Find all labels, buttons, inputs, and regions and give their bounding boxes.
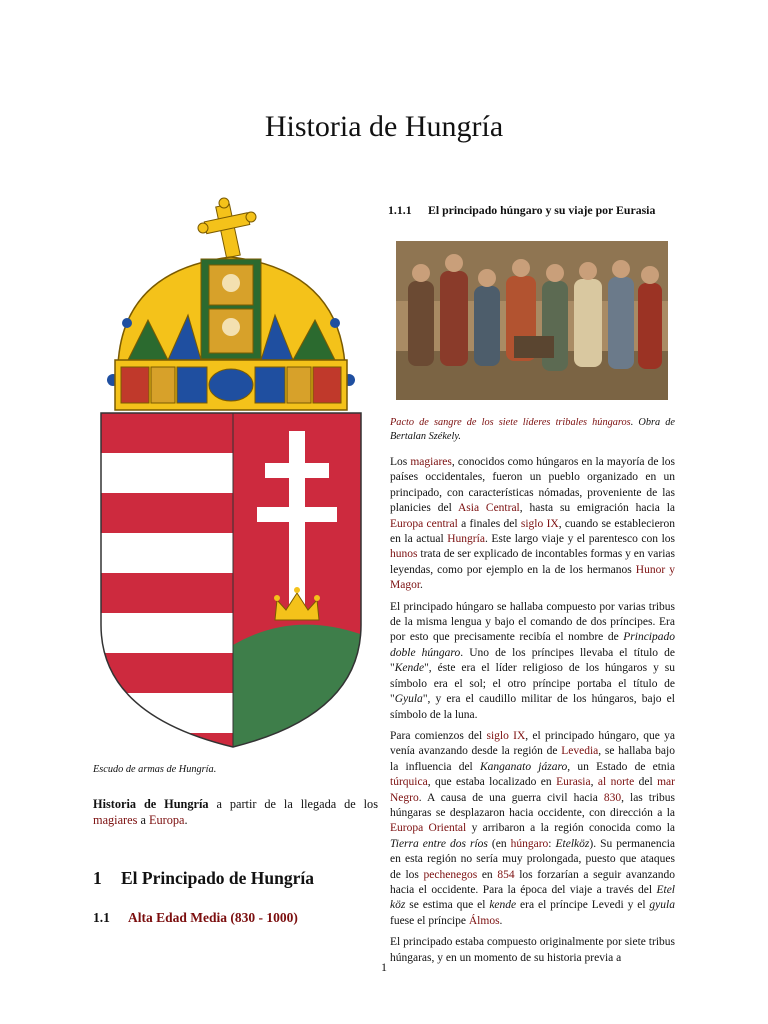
italic-text: Gyula [394,693,423,706]
text: , conocidos como húngaros en la mayoría de los países occidentales, fueron un pueblo organizado en un principado, con características nómadas, proveniente de las planicies del [390,456,675,515]
text: (en [487,837,511,850]
text: . A causa de una guerra civil hacia [418,791,604,804]
text: ). Su permanencia en esta región no sería muy prolongada, puesto que ataques de los [390,837,675,881]
italic-text: Kende [394,662,425,675]
coat-of-arms-image [93,195,368,750]
link-hunos[interactable]: hunos [390,548,418,561]
lead-text: a [137,813,149,827]
text: , se hallaba bajo la influencia del [390,745,675,773]
link-hungria[interactable]: Hungría [447,533,485,546]
link-mar-negro[interactable]: mar Negro [390,776,675,804]
lead-bold: Historia de Hungría [93,797,209,811]
link-hungaro[interactable]: húngaro [510,837,549,850]
painting-svg [396,241,668,400]
section-heading-1-1 [93,910,298,926]
text: El principado húngaro se hallaba compuesto por varias tribus de la misma lengua y bajo el comando de dos príncipes. Era por esto que precisamente recibía el nombre de [390,600,675,644]
paragraph-1 [390,455,675,594]
text: , cuando se establecieron en la actual [390,517,675,546]
link-eurasia[interactable]: Eurasia [556,776,591,789]
text: , que estaba localizado en [427,776,557,789]
text: del [634,776,658,789]
link-magiares[interactable]: magiares [410,456,452,468]
link-europa-oriental[interactable]: Europa Oriental [390,822,467,835]
text: , un Estado de etnia [567,760,675,773]
shield [101,413,363,750]
italic-text: gyula [649,899,675,912]
caption-text: . Obra de Bertalan Székely. [390,417,675,442]
italic-text: Etelköz [555,837,590,850]
lead-text: a partir de la llegada de los [208,797,378,811]
paragraph-3 [390,729,675,929]
text: , hasta su emigración hacia la [519,502,675,515]
link-turquica[interactable]: túrquica [390,776,428,789]
section-title: El principado húngaro y su viaje por Eurasia [428,203,656,217]
text: : [548,837,556,850]
text: . Uno de los príncipes llevaba el título de " [390,646,675,675]
section-number: 1.1 [93,910,110,925]
text: ", y era el caudillo militar de los húngaros, bajo el símbolo de la luna. [390,693,675,721]
text: . Este largo viaje y el parentesco con los [484,533,675,546]
link-europa[interactable]: Europa [149,813,185,827]
italic-text: Kanganato jázaro [479,760,568,773]
text: en [477,868,498,881]
crown-cross [198,198,256,258]
text: ", éste era el líder religioso de los húngaros y su símbolo era el sol; el otro príncipe portaba el título de " [390,662,675,706]
text: El principado estaba compuesto originalmente por siete tribus húngaras, y en un momento de su historia previa a [390,936,675,964]
italic-text: Etel köz [390,883,675,912]
blood-pact-painting [396,241,668,400]
text: los forzarían a seguir avanzando hacia el occidente. Para la época del viaje a través del [390,868,676,896]
text: se estima que el [405,899,490,912]
page-title: Historia de Hungría [264,110,504,143]
text: trata de ser explicado de incontables formas y en varias leyendas, como por ejemplo en la de los hermanos [390,548,675,576]
page-number: 1 [381,960,387,974]
text: , [590,776,598,789]
link-854[interactable]: 854 [497,868,515,881]
link-830[interactable]: 830 [603,791,622,804]
article-body [390,455,675,972]
link-almos[interactable]: Álmos [468,914,500,927]
text: Para comienzos del [390,729,487,742]
link-al-norte[interactable]: al norte [597,776,635,789]
text: y arribaron a la región conocida como la [466,822,676,835]
link-hunor-y-magor[interactable]: Hunor y Magor [390,563,676,592]
link-magiares[interactable]: magiares [93,813,138,827]
section-title: El Principado de Hungría [121,868,315,888]
italic-text: Tierra entre dos ríos [390,837,488,850]
link-siglo-ix[interactable]: siglo IX [520,517,559,530]
italic-text: kende [489,899,517,912]
link-pacto-de-sangre[interactable]: Pacto de sangre de los siete líderes tribales húngaros [390,417,631,428]
text: a finales del [457,517,521,530]
link-alta-edad-media[interactable]: Alta Edad Media (830 - 1000) [128,910,298,925]
lead-text: . [184,813,188,827]
lead-paragraph [93,796,378,828]
text: , el principado húngaro, que ya venía avanzando desde la región de [390,729,675,758]
section-number: 1 [93,868,102,888]
link-asia-central[interactable]: Asia Central [457,502,520,515]
coat-of-arms-svg [93,195,368,750]
text: era el príncipe Levedi y el [516,899,650,912]
link-levedia[interactable]: Levedia [561,745,599,758]
link-europa-central[interactable]: Europa central [390,517,458,530]
paragraph-2 [390,600,675,723]
text: . [420,579,423,592]
text: fuese el príncipe [390,914,469,927]
text: . [499,914,503,927]
holy-crown [107,257,355,410]
italic-text: Principado doble húngaro [390,631,675,659]
text: Los [390,456,411,468]
link-siglo-ix[interactable]: siglo IX [486,729,526,742]
text: , las tribus húngaras se desplazaron hacia occidente, con dirección a la [390,791,675,819]
section-number: 1.1.1 [388,203,412,217]
link-pechenegos[interactable]: pechenegos [423,868,478,881]
coat-of-arms-caption: Escudo de armas de Hungría. [93,764,217,775]
section-heading-1 [93,868,314,889]
section-heading-1-1-1 [388,203,655,218]
painting-caption [390,416,675,444]
